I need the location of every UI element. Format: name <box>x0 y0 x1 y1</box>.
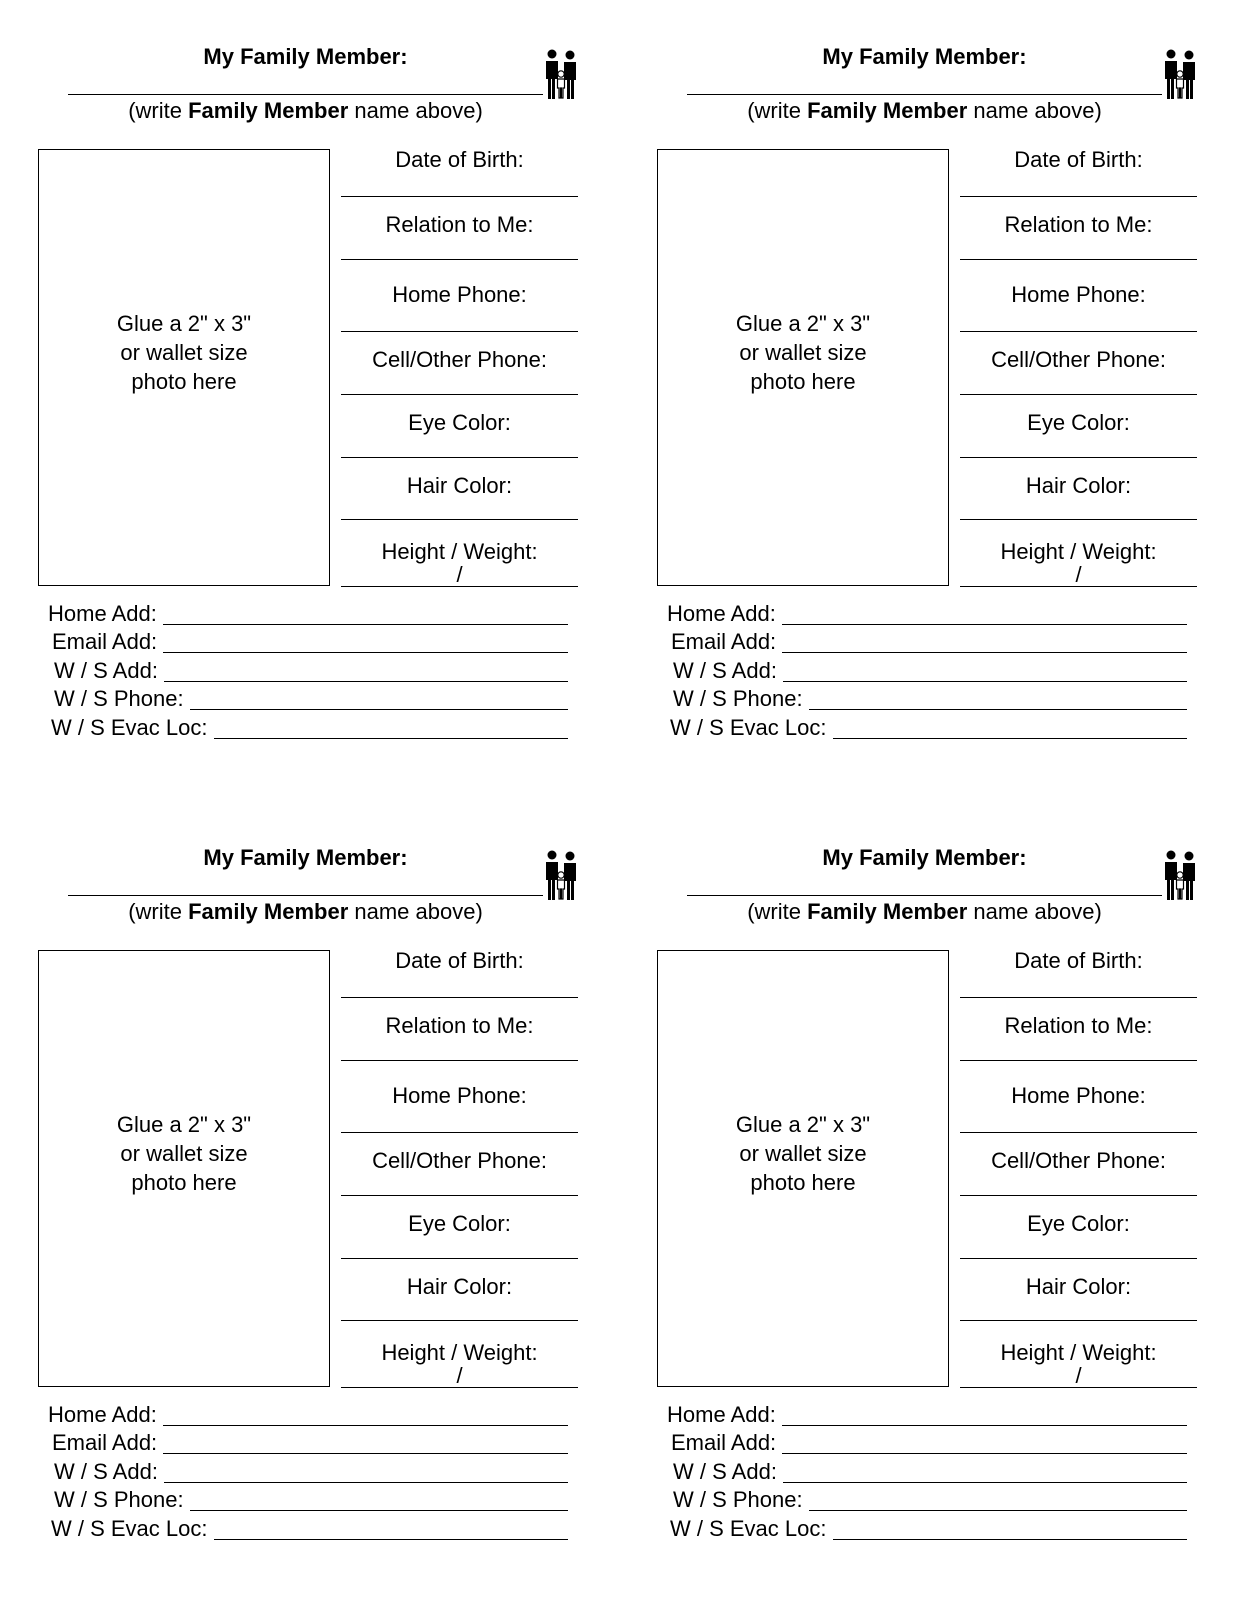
field-date-of-birth[interactable]: Date of Birth: <box>341 938 578 998</box>
address-row-ws-evac[interactable]: W / S Evac Loc: <box>48 1513 568 1542</box>
name-caption: (write Family Member name above) <box>128 98 483 123</box>
address-row-ws-phone[interactable]: W / S Phone: <box>667 1485 1187 1514</box>
family-member-name-line[interactable] <box>68 895 543 896</box>
field-height-weight[interactable]: Height / Weight: / <box>341 520 578 587</box>
card-title: My Family Member: <box>203 44 408 69</box>
field-relation[interactable]: Relation to Me: <box>960 998 1197 1061</box>
address-row-ws-add[interactable]: W / S Add: <box>667 655 1187 684</box>
address-row-ws-evac[interactable]: W / S Evac Loc: <box>667 1513 1187 1542</box>
field-height-weight[interactable]: Height / Weight: / <box>341 1321 578 1388</box>
family-member-card-2 <box>657 28 1227 748</box>
field-eye-color[interactable]: Eye Color: <box>960 1196 1197 1259</box>
address-row-home[interactable]: Home Add: <box>48 1399 568 1428</box>
field-date-of-birth[interactable]: Date of Birth: <box>960 938 1197 998</box>
field-cell-phone[interactable]: Cell/Other Phone: <box>960 1133 1197 1196</box>
address-row-home[interactable]: Home Add: <box>667 1399 1187 1428</box>
card-title: My Family Member: <box>822 845 1027 870</box>
address-row-email[interactable]: Email Add: <box>667 1428 1187 1457</box>
address-row-ws-phone[interactable]: W / S Phone: <box>48 684 568 713</box>
photo-instructions: Glue a 2" x 3" or wallet size photo here <box>116 311 252 394</box>
name-caption: (write Family Member name above) <box>747 899 1102 924</box>
name-caption: (write Family Member name above) <box>128 899 483 924</box>
height-weight-separator: / <box>456 562 463 587</box>
field-home-phone[interactable]: Home Phone: <box>341 1061 578 1133</box>
field-hair-color[interactable]: Hair Color: <box>960 1259 1197 1321</box>
family-member-name-line[interactable] <box>687 895 1162 896</box>
photo-box <box>38 149 330 586</box>
field-hair-color[interactable]: Hair Color: <box>341 458 578 520</box>
address-row-email[interactable]: Email Add: <box>667 627 1187 656</box>
family-member-card-1 <box>38 28 608 748</box>
family-icon <box>543 849 579 903</box>
field-eye-color[interactable]: Eye Color: <box>341 1196 578 1259</box>
photo-box <box>38 950 330 1387</box>
family-member-card-3 <box>38 829 608 1549</box>
height-weight-separator: / <box>456 1363 463 1388</box>
height-weight-separator: / <box>1075 562 1082 587</box>
field-cell-phone[interactable]: Cell/Other Phone: <box>341 1133 578 1196</box>
family-icon <box>1162 849 1198 903</box>
address-row-ws-add[interactable]: W / S Add: <box>48 655 568 684</box>
field-height-weight[interactable]: Height / Weight: / <box>960 1321 1197 1388</box>
address-row-ws-phone[interactable]: W / S Phone: <box>48 1485 568 1514</box>
field-height-weight[interactable]: Height / Weight: / <box>960 520 1197 587</box>
photo-box <box>657 950 949 1387</box>
field-hair-color[interactable]: Hair Color: <box>960 458 1197 520</box>
field-relation[interactable]: Relation to Me: <box>341 197 578 260</box>
name-caption: (write Family Member name above) <box>747 98 1102 123</box>
address-section <box>48 598 568 741</box>
address-row-email[interactable]: Email Add: <box>48 1428 568 1457</box>
photo-instructions: Glue a 2" x 3" or wallet size photo here <box>116 1112 252 1195</box>
address-row-ws-add[interactable]: W / S Add: <box>667 1456 1187 1485</box>
address-row-ws-evac[interactable]: W / S Evac Loc: <box>48 712 568 741</box>
field-relation[interactable]: Relation to Me: <box>341 998 578 1061</box>
field-eye-color[interactable]: Eye Color: <box>341 395 578 458</box>
field-home-phone[interactable]: Home Phone: <box>960 1061 1197 1133</box>
photo-box <box>657 149 949 586</box>
family-member-name-line[interactable] <box>68 94 543 95</box>
address-row-ws-add[interactable]: W / S Add: <box>48 1456 568 1485</box>
address-row-ws-phone[interactable]: W / S Phone: <box>667 684 1187 713</box>
card-title: My Family Member: <box>822 44 1027 69</box>
field-home-phone[interactable]: Home Phone: <box>341 260 578 332</box>
family-icon <box>543 48 579 102</box>
field-relation[interactable]: Relation to Me: <box>960 197 1197 260</box>
field-hair-color[interactable]: Hair Color: <box>341 1259 578 1321</box>
card-title: My Family Member: <box>203 845 408 870</box>
address-section <box>48 1399 568 1542</box>
address-row-ws-evac[interactable]: W / S Evac Loc: <box>667 712 1187 741</box>
field-home-phone[interactable]: Home Phone: <box>960 260 1197 332</box>
family-member-card-4 <box>657 829 1227 1549</box>
address-row-home[interactable]: Home Add: <box>667 598 1187 627</box>
photo-instructions: Glue a 2" x 3" or wallet size photo here <box>735 1112 871 1195</box>
field-date-of-birth[interactable]: Date of Birth: <box>341 137 578 197</box>
field-cell-phone[interactable]: Cell/Other Phone: <box>341 332 578 395</box>
field-cell-phone[interactable]: Cell/Other Phone: <box>960 332 1197 395</box>
family-member-name-line[interactable] <box>687 94 1162 95</box>
address-section <box>667 1399 1187 1542</box>
address-row-email[interactable]: Email Add: <box>48 627 568 656</box>
photo-instructions: Glue a 2" x 3" or wallet size photo here <box>735 311 871 394</box>
field-date-of-birth[interactable]: Date of Birth: <box>960 137 1197 197</box>
field-eye-color[interactable]: Eye Color: <box>960 395 1197 458</box>
height-weight-separator: / <box>1075 1363 1082 1388</box>
address-section <box>667 598 1187 741</box>
family-icon <box>1162 48 1198 102</box>
address-row-home[interactable]: Home Add: <box>48 598 568 627</box>
